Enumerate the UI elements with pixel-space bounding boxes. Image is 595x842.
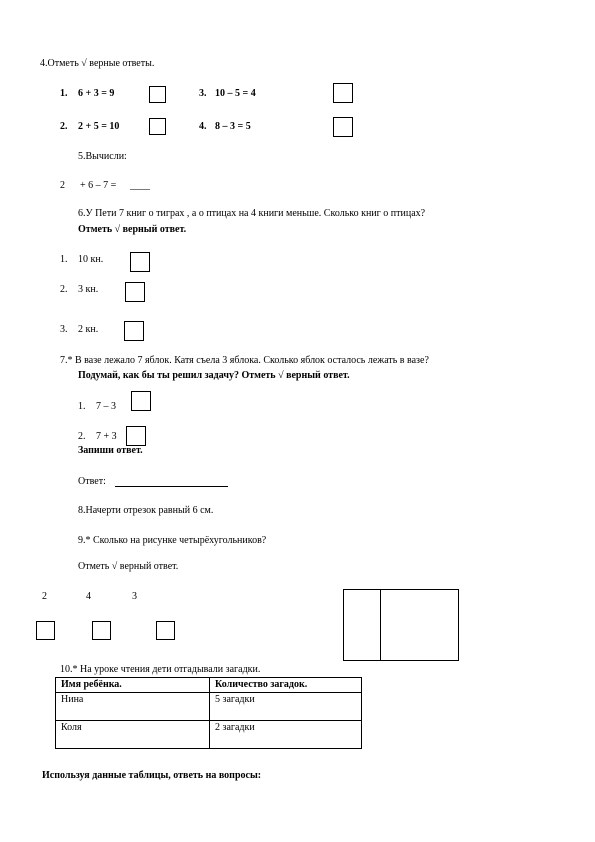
- q9-title: 9.* Сколько на рисунке четырёхугольников?: [78, 535, 267, 546]
- q9-choice-2-label: 4: [86, 591, 91, 602]
- q4-item-2-num: 2.: [60, 121, 68, 132]
- q5-expr-rest: + 6 – 7 =: [80, 180, 117, 191]
- q9-choice-1-label: 2: [42, 591, 47, 602]
- table-row: [56, 721, 362, 749]
- q6-option-1-num: 1.: [60, 254, 68, 265]
- q8-title: 8.Начерти отрезок равный 6 см.: [78, 505, 214, 516]
- q4-item-4-num: 4.: [199, 121, 207, 132]
- q7-option-1-text: 7 – 3: [96, 401, 116, 412]
- q6-option-3-text: 2 кн.: [78, 324, 99, 335]
- q4-item-4-expr: 8 – 3 = 5: [215, 121, 251, 132]
- q7-instruction: Подумай, как бы ты решил задачу? Отметь √ верный ответ.: [78, 370, 350, 381]
- table-header-name: Имя ребёнка.: [56, 678, 210, 693]
- table-cell-count: 2 загадки: [210, 721, 362, 749]
- table-cell-name: Нина: [56, 693, 210, 721]
- q4-item-3-expr: 10 – 5 = 4: [215, 88, 256, 99]
- q6-title: 6.У Пети 7 книг о тиграх , а о птицах на 4 книги меньше. Сколько книг о птицах?: [78, 208, 426, 219]
- q5-title: 5.Вычисли:: [78, 151, 127, 162]
- q5-answer-blank[interactable]: ____: [130, 180, 150, 191]
- q10-footer: Используя данные таблицы, ответь на вопросы:: [42, 770, 262, 781]
- q4-title: 4.Отметь √ верные ответы.: [40, 58, 155, 69]
- table-row: [56, 693, 362, 721]
- q6-option-2-text: 3 кн.: [78, 284, 99, 295]
- q9-instruction: Отметь √ верный ответ.: [78, 561, 179, 572]
- q4-item-1-checkbox[interactable]: [149, 86, 166, 103]
- q4-item-2-checkbox[interactable]: [149, 118, 166, 135]
- q4-item-3-num: 3.: [199, 88, 207, 99]
- q4-item-4-checkbox[interactable]: [333, 117, 353, 137]
- q7-option-2-num: 2.: [78, 431, 86, 442]
- q6-instruction: Отметь √ верный ответ.: [78, 224, 187, 235]
- q9-choice-3-label: 3: [132, 591, 137, 602]
- q9-choice-3-checkbox[interactable]: [156, 621, 175, 640]
- q7-option-2-checkbox[interactable]: [126, 426, 146, 446]
- q4-item-1-expr: 6 + 3 = 9: [78, 88, 115, 99]
- figure-dividing-line: [380, 590, 381, 660]
- q6-option-3-num: 3.: [60, 324, 68, 335]
- q10-title: 10.* На уроке чтения дети отгадывали загадки.: [60, 664, 261, 675]
- quadrilateral-figure: [343, 589, 459, 661]
- q7-option-1-checkbox[interactable]: [131, 391, 151, 411]
- q7-answer-line[interactable]: [115, 486, 228, 487]
- table-header-row: [56, 678, 362, 693]
- table-cell-name: Коля: [56, 721, 210, 749]
- q4-item-2-expr: 2 + 5 = 10: [78, 121, 120, 132]
- q7-option-1-num: 1.: [78, 401, 86, 412]
- q6-option-2-checkbox[interactable]: [125, 282, 145, 302]
- q9-choice-1-checkbox[interactable]: [36, 621, 55, 640]
- q6-option-1-text: 10 кн.: [78, 254, 104, 265]
- q6-option-3-checkbox[interactable]: [124, 321, 144, 341]
- q7-write-answer: Запиши ответ.: [78, 445, 143, 456]
- riddles-table: [55, 677, 362, 749]
- q7-option-2-text: 7 + 3: [96, 431, 117, 442]
- q7-title: 7.* В вазе лежало 7 яблок. Катя съела 3 яблока. Сколько яблок осталось лежать в вазе?: [60, 355, 429, 366]
- q9-choice-2-checkbox[interactable]: [92, 621, 111, 640]
- q4-item-1-num: 1.: [60, 88, 68, 99]
- q7-answer-label: Ответ:: [78, 476, 106, 487]
- q6-option-1-checkbox[interactable]: [130, 252, 150, 272]
- table-header-count: Количество загадок.: [210, 678, 362, 693]
- table-cell-count: 5 загадки: [210, 693, 362, 721]
- q5-expr-first: 2: [60, 180, 65, 191]
- q6-option-2-num: 2.: [60, 284, 68, 295]
- q4-item-3-checkbox[interactable]: [333, 83, 353, 103]
